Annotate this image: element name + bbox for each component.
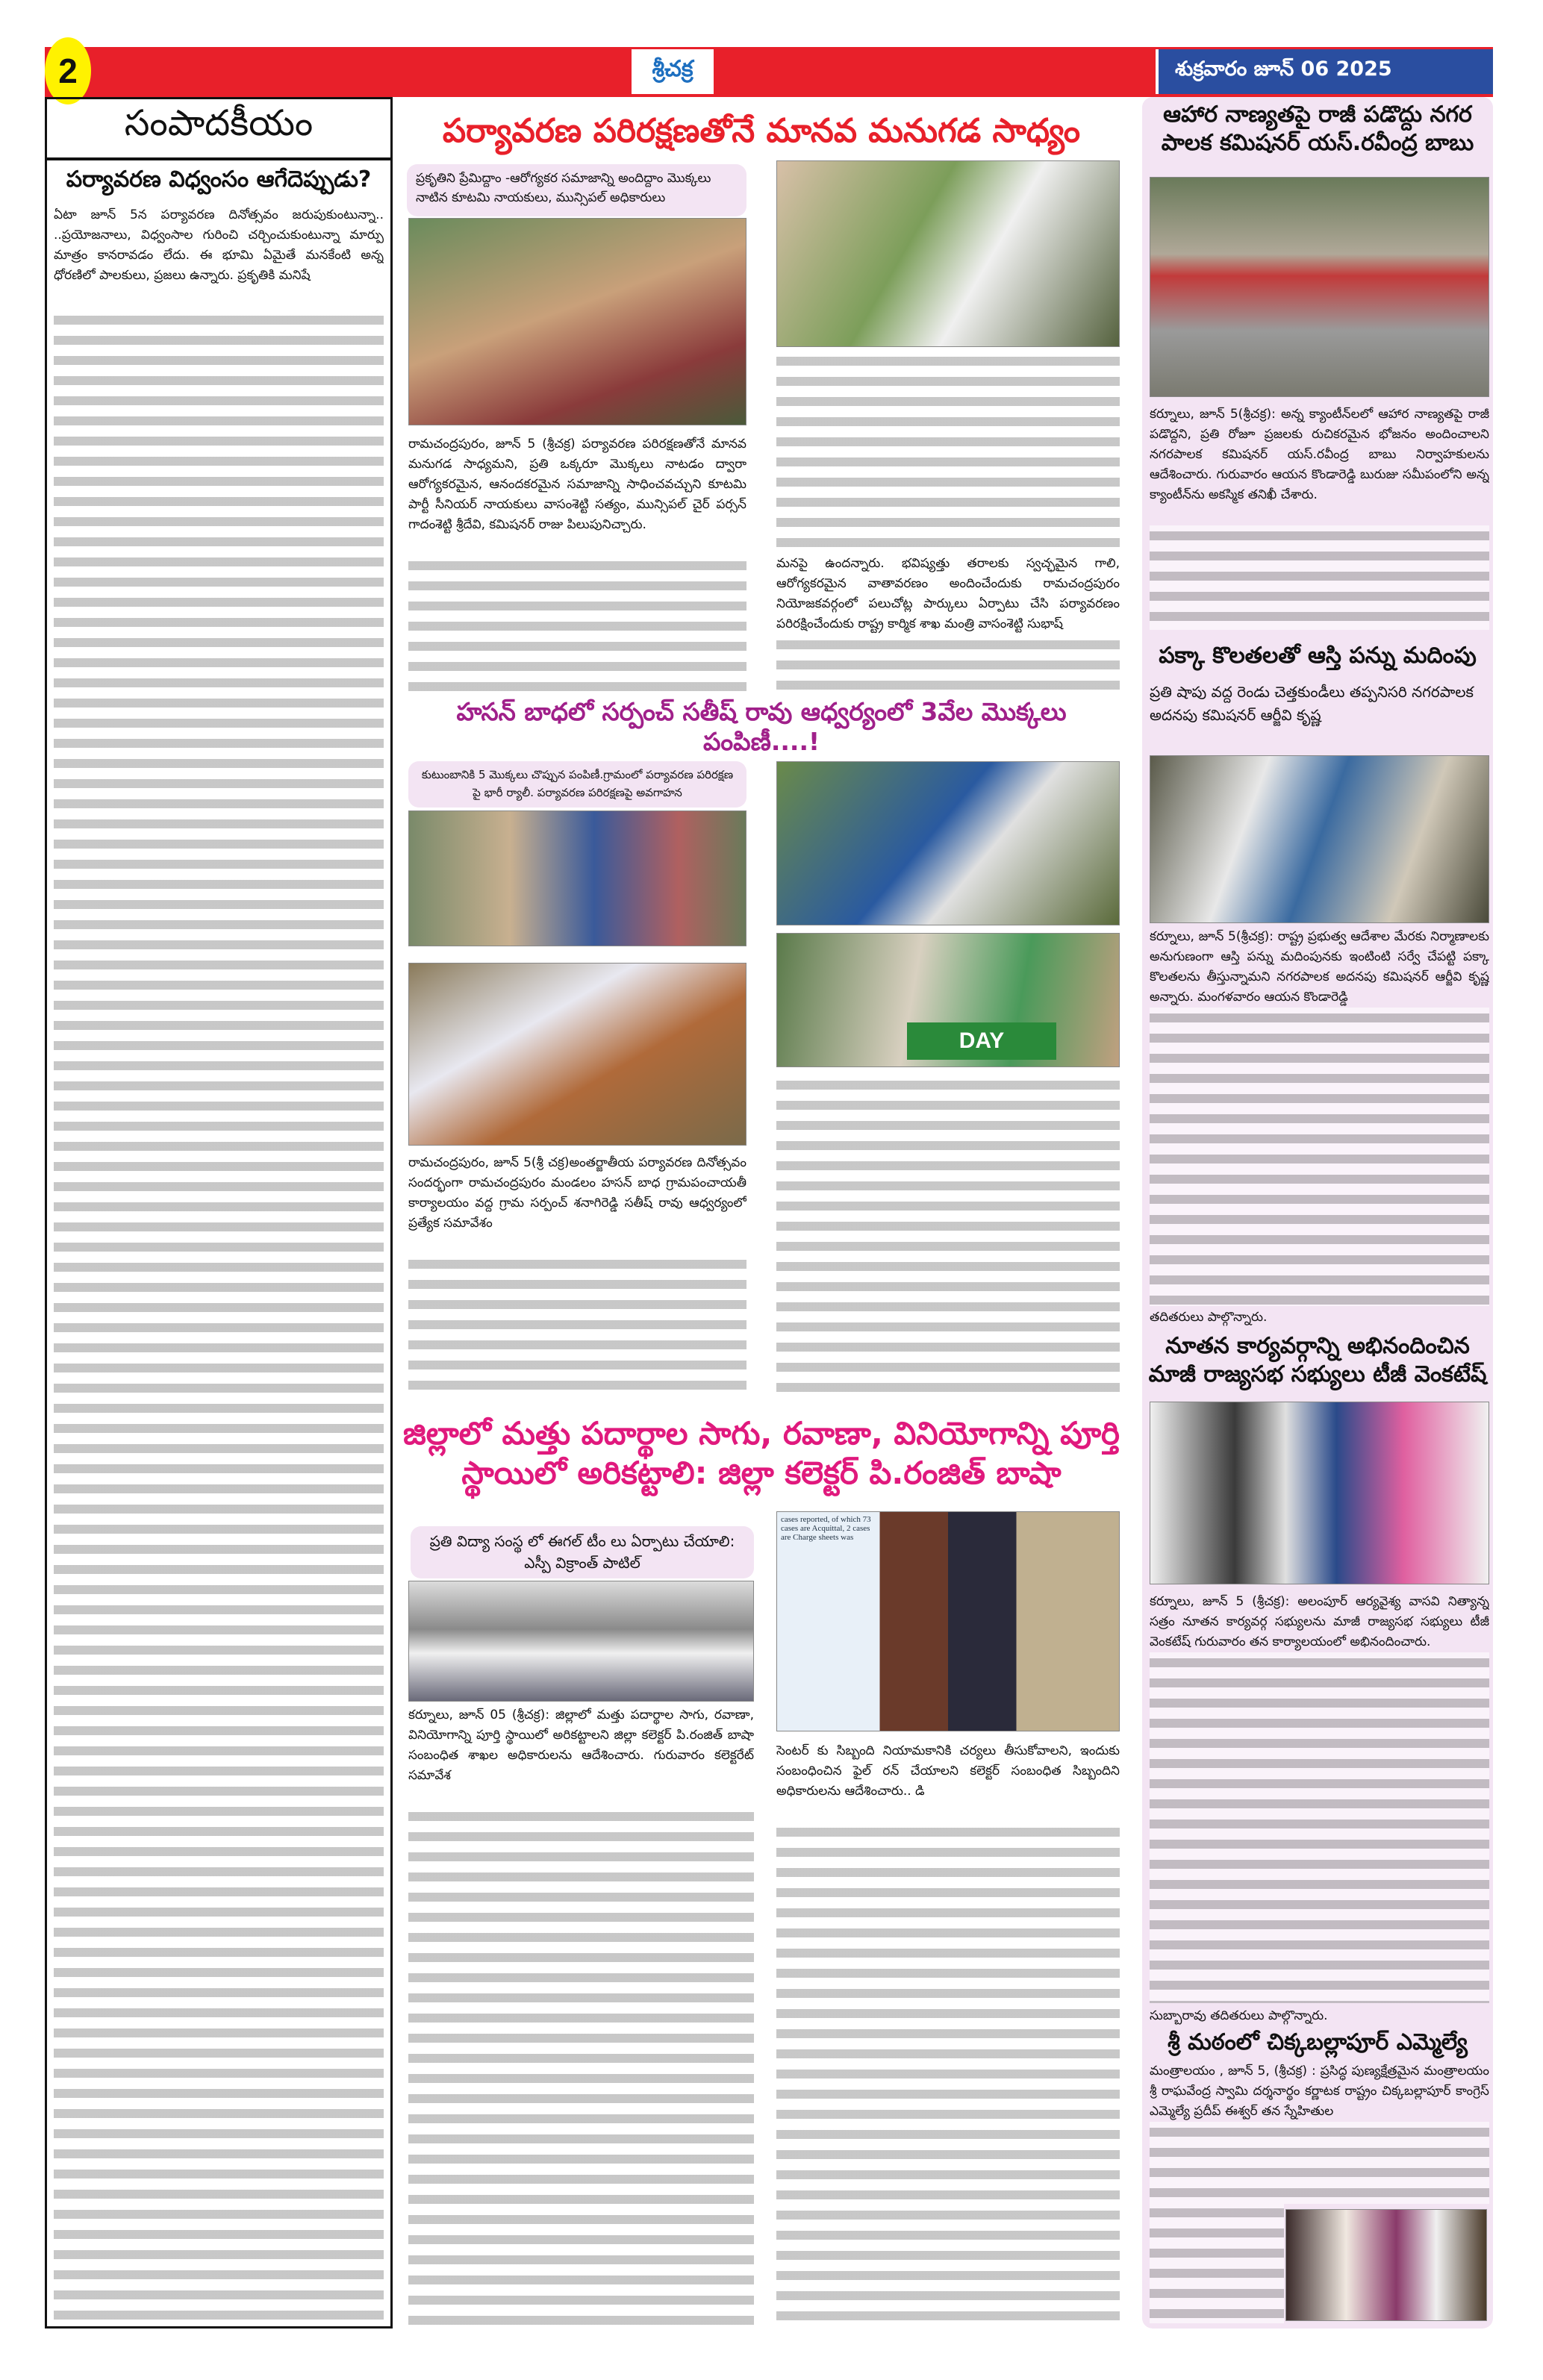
story1-photo-planting (776, 160, 1120, 347)
story1-body-left-continued (408, 555, 746, 694)
story6-body: కర్నూలు, జూన్ 5 (శ్రీచక్ర): అలంపూర్ ఆర్యవైశ్య వాసవి నిత్యాన్న సత్రం నూతన కార్యవర్గ సభ్యులను మాజీ రాజ్యసభ సభ్యులు టీజీ వెంకటేష్ గురువారం తన కార్యాలయంలో అభినందించారు. (1150, 1594, 1489, 1649)
story7-body-continued-2 (1284, 2122, 1489, 2204)
story6-closing: సుబ్బారావు తదితరులు పాల్గొన్నారు. (1150, 2008, 1328, 2023)
story5-closing: తదితరులు పాల్గొన్నారు. (1150, 1310, 1268, 1325)
story2-photo-distribution (776, 761, 1120, 925)
story2-body-left: రామచంద్రపురం, జూన్ 5(శ్రీ చక్ర)అంతర్జాతీయ పర్యావరణ దినోత్సవం సందర్భంగా రామచంద్రపురం మండలం హసన్ బాధ గ్రామపంచాయతీ కార్యాలయం వద్ద గ్రామ సర్పంచ్ శనాగిరెడ్డి సతీష్ రావు ఆధ్వర్యంలో ప్రత్యేక సమావేశం (408, 1155, 746, 1231)
story4-photo-canteen (1150, 177, 1489, 397)
editorial-body-continued (54, 310, 384, 2321)
story1-body-left: రామచంద్రపురం, జూన్ 5 (శ్రీచక్ర) పర్యావరణ పరిరక్షణతోనే మానవ మనుగడ సాధ్యమని, ప్రతి ఒక్కరూ మొక్కలు నాటడం ద్వారా ఆరోగ్యకరమైన, ఆనందకరమైన సమాజాన్ని సాధించవచ్చుని కూటమి పార్టీ సీనియర్ నాయకులు వాసంశెట్టి సత్యం, మున్సిపల్ చైర్ పర్సన్ గాదంశెట్టి శ్రీదేవి, కమిషనర్ రాజు పిలుపునిచ్చారు. (408, 437, 746, 532)
story3-headline: జిల్లాలో మత్తు పదార్థాల సాగు, రవాణా, వినియోగాన్ని పూర్తి స్థాయిలో అరికట్టాలి: జిల్లా కలెక్టర్ పి.రంజిత్ బాషా (403, 1415, 1120, 1491)
story2-subhead: కుటుంబానికి 5 మొక్కలు చొప్పున పంపిణీ.గ్రామంలో పర్యావరణ పరిరక్షణ పై భారీ ర్యాలీ. పర్యావరణ పరిరక్షణపై అవగాహన (408, 761, 746, 808)
story5-subhead: ప్రతి షాపు వద్ద రెండు చెత్తకుండీలు తప్పనిసరి నగరపాలక అదనపు కమిషనర్ ఆర్జీవి కృష్ణ (1150, 683, 1474, 724)
newspaper-logo: శ్రీచక్ర (632, 49, 714, 94)
editorial-section-title: సంపాదకీయం (45, 97, 393, 160)
page-number-badge: 2 (45, 37, 91, 104)
story2-body-left-continued (408, 1254, 746, 1396)
story6-photo-felicitation (1150, 1402, 1489, 1584)
story1-headline: పర్యావరణ పరిరక్షణతోనే మానవ మనుగడ సాధ్యం (442, 112, 1081, 150)
editorial-body: ఏటా జూన్ 5న పర్యావరణ దినోత్సవం జరుపుకుంటున్నా.. ..ప్రయోజనాలు, విధ్వంసాల గురించి చర్చించుకుంటున్నా మార్పు మాత్రం కానరావడం లేదు. ఈ భూమి ఏమైతే మనకేంటి అన్న ధోరణిలో పాలకులు, ప్రజలు ఉన్నారు. ప్రకృతికి మనిషే (54, 207, 384, 283)
environment-day-banner: DAY (907, 1022, 1056, 1060)
story4-headline: ఆహార నాణ్యతపై రాజీ పడొద్దు నగర పాలక కమిషనర్ యస్.రవీంద్ర బాబు (1161, 101, 1474, 156)
story7-body: మంత్రాలయం , జూన్ 5, (శ్రీచక్ర) : ప్రసిద్ధ పుణ్యక్షేత్రమైన మంత్రాలయం శ్రీ రాఘవేంద్ర స్వామి దర్శనార్థం కర్ణాటక రాష్ట్రం చిక్కబల్లాపూర్ కాంగ్రెస్ ఎమ్మెల్యే ప్రదీప్ ఈశ్వర్ తన స్నేహితుల (1150, 2064, 1489, 2119)
story3-body-right-continued (776, 1822, 1120, 2329)
story7-body-continued (1150, 2122, 1284, 2323)
story1-body-right-continued (776, 634, 1120, 694)
story4-body-continued (1150, 525, 1489, 630)
story5-body: కర్నూలు, జూన్ 5(శ్రీచక్ర): రాష్ట్ర ప్రభుత్వ ఆదేశాల మేరకు నిర్మాణాలకు అనుగుణంగా ఆస్తి పన్ను మదింపునకు ఇంటింటి సర్వే చేపట్టి పక్కా కొలతలను తీస్తున్నామని నగరపాలక అదనపు కమిషనర్ ఆర్జీవి కృష్ణ అన్నారు. మంగళవారం ఆయన కొండారెడ్డి (1150, 929, 1489, 1005)
story7-photo-mla (1285, 2209, 1487, 2321)
story1-body-right: మనపై ఉందన్నారు. భవిష్యత్తు తరాలకు స్వచ్ఛమైన గాలి, ఆరోగ్యకరమైన వాతావరణం అందించేందుకు రామచంద్రపురం నియోజకవర్గంలో పలుచోట్ల పార్కులు ఏర్పాటు చేసి పర్యావరణం పరిరక్షించేందుకు రాష్ట్ర కార్మిక శాఖ మంత్రి వాసంశెట్టి సుభాష్ (776, 556, 1120, 631)
story1-subhead: ప్రకృతిని ప్రేమిద్దాం -ఆరోగ్యకర సమాజాన్ని అందిద్దాం మొక్కలు నాటిన కూటమి నాయకులు, మున్సిపల్ అధికారులు (407, 164, 746, 216)
story2-photo-rally (408, 810, 746, 946)
story5-photo-inspection (1150, 755, 1489, 923)
story1-body-right-top (776, 351, 1120, 552)
story2-body-right (776, 1075, 1120, 1396)
story6-headline: నూతన కార్యవర్గాన్ని అభినందించిన మాజీ రాజ్యసభ సభ్యులు టీజీ వెంకటేష్ (1148, 1333, 1487, 1387)
story3-body-left: కర్నూలు, జూన్ 05 (శ్రీచక్ర): జిల్లాలో మత్తు పదార్థాల సాగు, రవాణా, వినియోగాన్ని పూర్తి స్థాయిలో అరికట్టాలని జిల్లా కలెక్టర్ పి.రంజిత్ బాషా సంబంధిత శాఖల అధికారులను ఆదేశించారు. గురువారం కలెక్టరేట్ సమావేశ (408, 1708, 754, 1783)
story5-body-continued (1150, 1008, 1489, 1306)
editorial-headline: పర్యావరణ విధ్వంసం ఆగేదెప్పుడు? (66, 166, 372, 193)
issue-date: శుక్రవారం జూన్ 06 2025 (1156, 49, 1493, 94)
story2-photo-planting (408, 963, 746, 1146)
story7-headline: శ్రీ మఠంలో చిక్కబల్లాపూర్ ఎమ్మెల్యే (1168, 2029, 1468, 2055)
presentation-slide-text: cases reported, of which 73 cases are Acquittal, 2 cases are Charge sheets was (781, 1515, 871, 1542)
story2-headline: హసన్ బాధలో సర్పంచ్ సతీష్ రావు ఆధ్వర్యంలో 3వేల మొక్కలు పంపిణీ....! (456, 697, 1067, 756)
story3-body-left-continued (408, 1806, 754, 2329)
story6-body-continued (1150, 1652, 1489, 2003)
story5-headline: పక్కా కొలతలతో ఆస్తి పన్ను మదింపు (1159, 643, 1477, 669)
story3-photo-meeting-hall (408, 1581, 754, 1702)
story3-subhead: ప్రతి విద్యా సంస్థ లో ఈగల్ టీం లు ఏర్పాటు చేయాలి: ఎస్పీ విక్రాంత్ పాటిల్ (411, 1526, 754, 1578)
story4-body: కర్నూలు, జూన్ 5(శ్రీచక్ర): అన్న క్యాంటీన్‌లలో ఆహార నాణ్యతపై రాజీ పడొద్దని, ప్రతి రోజూ ప్రజలకు రుచికరమైన భోజనం అందించాలని నగరపాలక కమిషనర్ యస్.రవీంద్ర బాబు నిర్వాహకులను ఆదేశించారు. గురువారం ఆయన కొండారెడ్డి బురుజు సమీపంలోని అన్న క్యాంటీన్‌ను అకస్మిక తనిఖీ చేశారు. (1150, 407, 1489, 502)
story1-photo-group (408, 218, 746, 425)
story3-body-right: సెంటర్ కు సిబ్బంది నియామకానికి చర్యలు తీసుకోవాలని, ఇందుకు సంబంధించిన ఫైల్ రన్ చేయాలని కలెక్టర్ సంబంధిత సిబ్బందిని అధికారులను ఆదేశించారు.. డి (776, 1743, 1120, 1799)
